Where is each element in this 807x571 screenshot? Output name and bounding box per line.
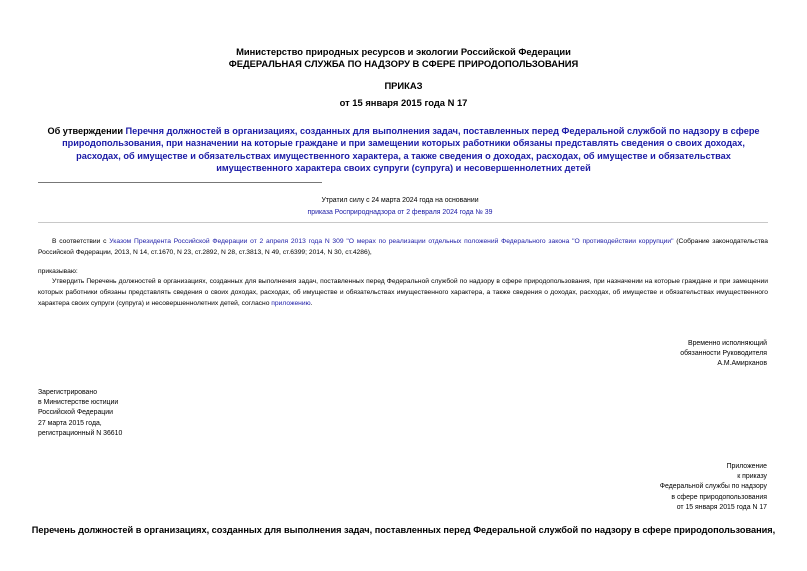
registration-line: Российской Федерации (38, 409, 113, 417)
signatory-name: А.М.Амирханов (717, 360, 767, 368)
appendix-line: к приказу (737, 473, 767, 481)
decree-link[interactable]: Указом Президента Российской Федерации от 2 апреля 2013 года N 309 "О мерах по реализации отдельных положений Федерального закона "О противодействии коррупции" (109, 238, 674, 245)
signature-line: обязанности Руководителя (680, 350, 767, 358)
order-text: Утвердить Перечень должностей в организациях, созданных для выполнения задач, поставленных перед Федеральной службой по надзору в сфере природопользования, при назначении на которые граждане и при замещении которых работники обязаны представлять сведения о своих доходах, расходах, об имуществе и обязательствах имущественного характера, а также сведения о доходах, расходах, об имуществе и обязательствах имущественного характера своих супруги (супруга) и несовершеннолетних детей, согласно (38, 278, 768, 307)
divider (38, 222, 768, 223)
ministry-name: Министерство природных ресурсов и экологии Российской Федерации (236, 46, 571, 57)
order-paragraph (38, 276, 768, 309)
status-text: Утратил силу с 24 марта 2024 года на основании (321, 197, 479, 204)
document-type: ПРИКАЗ (384, 80, 423, 91)
registration-line: 27 марта 2015 года, (38, 419, 102, 427)
appendix-line: Приложение (726, 463, 767, 470)
subject-link[interactable]: Перечня должностей в организациях, созданных для выполнения задач, поставленных перед Федеральной службой по надзору в сфере природопользования, при назначении на которые граждане и при замещении которых работники обязаны представлять сведения о своих доходах, расходах, об имуществе и обязательствах имущественного характера, а также сведения о доходах, расходах, об имуществе и обязательствах имущественного характера своих супруги (супруга) и несовершеннолетних детей (62, 126, 760, 174)
appendix-line: в сфере природопользования (671, 493, 767, 501)
signature-line: Временно исполняющий (688, 340, 767, 347)
order-word: приказываю: (38, 268, 78, 275)
service-name: ФЕДЕРАЛЬНАЯ СЛУЖБА ПО НАДЗОРУ В СФЕРЕ ПРИРОДОПОЛЬЗОВАНИЯ (228, 58, 579, 69)
registration-line: в Министерстве юстиции (38, 399, 119, 407)
registration-line: регистрационный N 36610 (38, 429, 123, 437)
appendix-line: Федеральной службы по надзору (659, 483, 767, 491)
document-header (0, 46, 807, 70)
preamble-prefix: В соответствии с (52, 238, 110, 245)
appendix-header (660, 462, 767, 513)
signature-block (680, 339, 767, 370)
list-title: Перечень должностей в организациях, созданных для выполнения задач, поставленных перед Федеральной службой по надзору в сфере природопользования, (31, 525, 776, 535)
status-notice (200, 195, 600, 219)
preamble-paragraph (38, 236, 768, 258)
status-link[interactable]: приказа Росприроднадзора от 2 февраля 2024 года № 39 (307, 209, 493, 216)
preamble-suffix: (Собрание законодательства Российской Федерации, 2013, N 14, ст.1670, N 23, ст.2892, N 28, ст.3813, N 49, ст.6399; 2014, N 30, ст.4286), (38, 238, 768, 256)
appendix-link[interactable]: приложению (271, 300, 311, 307)
document-date-number: от 15 января 2015 года N 17 (339, 97, 468, 108)
appendix-line: от 15 января 2015 года N 17 (676, 503, 767, 511)
divider (38, 182, 322, 183)
subject-prefix: Об утверждении (47, 126, 126, 136)
document-subject (40, 125, 767, 175)
registration-block (38, 388, 122, 439)
registration-line: Зарегистрировано (38, 389, 98, 396)
order-text-end: . (310, 300, 313, 307)
